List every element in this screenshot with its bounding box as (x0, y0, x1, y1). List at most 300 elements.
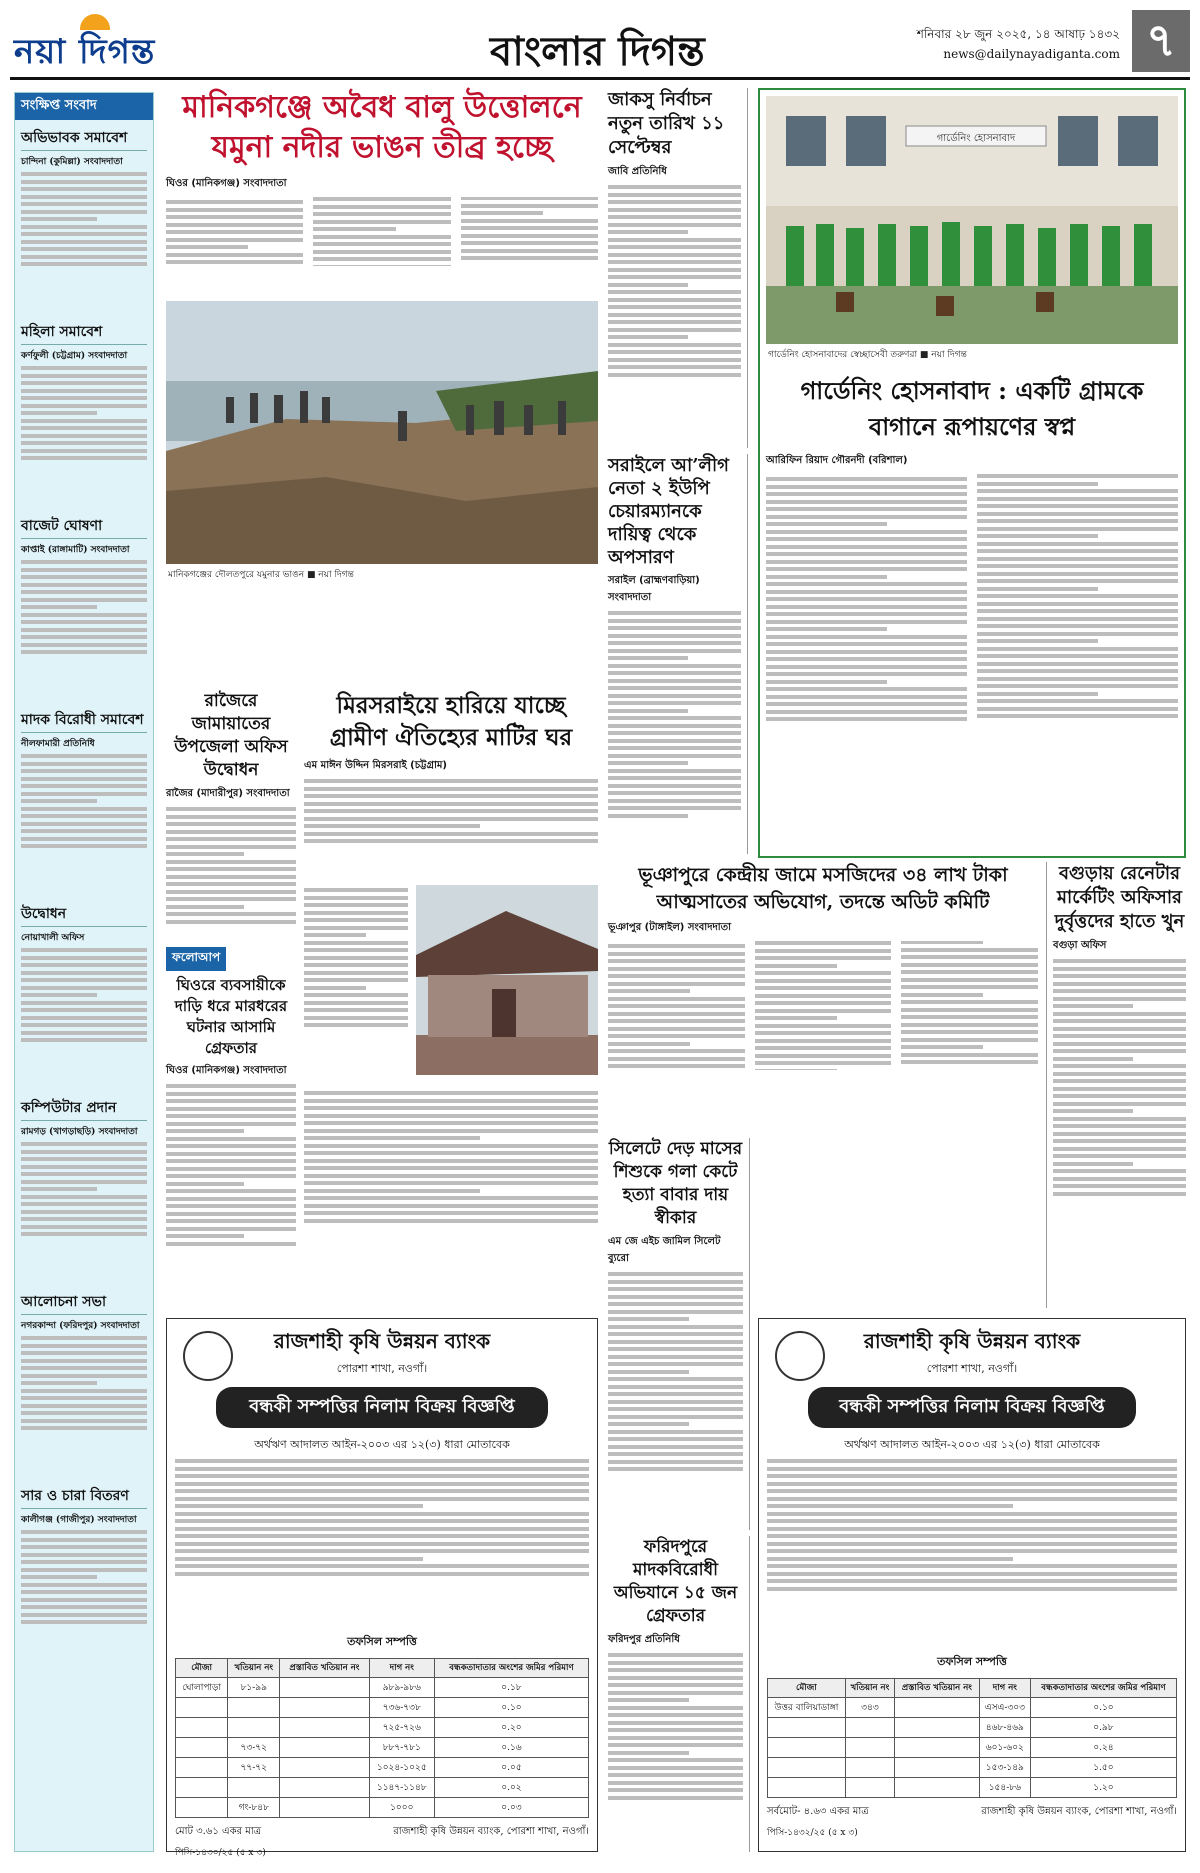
text-line (977, 684, 1178, 688)
text-line (21, 822, 147, 826)
text-line (166, 1144, 296, 1148)
notice-code: পিসি-১৪৩২/২৫ (৫ x ৩) (767, 1828, 858, 1838)
text-line (21, 1396, 147, 1400)
brief-news-title: মাদক বিরোধী সমাবেশ (21, 708, 147, 733)
section-title: বাংলার দিগন্ত (490, 28, 705, 75)
text-line (608, 1422, 689, 1426)
text-line (766, 560, 967, 564)
text-line (766, 522, 887, 526)
text-line (313, 235, 450, 239)
brief-news-item[interactable] (21, 1484, 147, 1670)
text-line (21, 232, 147, 236)
contact-email[interactable]: news@dailynayadiganta.com (943, 47, 1120, 61)
text-line (608, 343, 741, 347)
text-line (755, 964, 837, 968)
text-line (608, 238, 741, 242)
table-header-cell: দাগ নং (979, 1679, 1030, 1698)
text-line (304, 1121, 598, 1125)
text-line (304, 1144, 598, 1148)
text-line (21, 247, 147, 251)
text-line (766, 492, 967, 496)
text-line (21, 187, 147, 191)
table-cell (176, 1738, 228, 1758)
text-line (21, 1419, 147, 1423)
text-line (766, 605, 967, 609)
text-line (304, 1151, 598, 1155)
text-line (767, 1504, 1013, 1508)
text-line (766, 552, 967, 556)
text-line (304, 926, 408, 930)
text-line (608, 230, 688, 234)
text-line (977, 474, 1178, 478)
table-cell: ৩৪৩ (845, 1698, 894, 1718)
text-line (608, 245, 741, 249)
text-line (21, 1583, 147, 1587)
text-line (21, 1165, 147, 1169)
text-line (608, 1317, 689, 1321)
table-row (176, 1738, 589, 1758)
photo-caption: মানিকগঞ্জের দৌলতপুরে যমুনার ভাঙন ■ নয়া দিগন্ত (166, 564, 598, 585)
story-byline: বগুড়া অফিস (1053, 940, 1107, 951)
notice-total: সর্বমোট- ৪.৬৩ একর মাত্র (767, 1806, 869, 1817)
text-line (766, 582, 967, 586)
bank-name: রাজশাহী কৃষি উন্নয়ন ব্যাংক (863, 1329, 1081, 1353)
text-line (608, 989, 690, 993)
text-line (608, 1019, 745, 1023)
table-cell: ০.২০ (434, 1718, 588, 1738)
text-line (767, 1489, 1177, 1493)
table-cell (280, 1698, 369, 1718)
text-line (608, 814, 688, 818)
table-cell: ৯৮৯-৯৮৬ (369, 1678, 434, 1698)
mud-house-photo (416, 885, 598, 1075)
text-line (21, 762, 147, 766)
table-cell (228, 1718, 280, 1738)
brief-news-item[interactable] (21, 126, 147, 312)
story-body (608, 1653, 743, 1873)
story-body (166, 1084, 296, 1324)
text-line (767, 1497, 1177, 1501)
notice-act: অর্থঋণ আদালত আইন-২০০৩ এর ১২(৩) ধারা মোতাবেক (254, 1438, 510, 1451)
table-cell: ১০০০ (369, 1798, 434, 1818)
mud-house-image (416, 885, 598, 1075)
text-line (755, 971, 892, 975)
text-line (166, 1167, 296, 1171)
story-body (608, 185, 741, 465)
brief-news-item[interactable] (21, 902, 147, 1088)
text-line (901, 978, 1038, 982)
text-line (1053, 967, 1186, 971)
brief-news-title: বাজেট ঘোষণা (21, 514, 147, 539)
table-cell: ০.৯৮ (1030, 1718, 1176, 1738)
text-line (608, 298, 741, 302)
brief-news-item[interactable] (21, 1096, 147, 1282)
text-line (1053, 997, 1186, 1001)
text-line (166, 1189, 296, 1193)
story-headline[interactable]: গার্ডেনিং হোসনাবাদ : একটি গ্রামকে বাগানে রূপায়ণের স্বপ্ন (800, 376, 1144, 441)
text-line (166, 1092, 296, 1096)
text-line (1053, 1027, 1186, 1031)
story-headline[interactable]: মিরসরাইয়ে হারিয়ে যাচ্ছে গ্রামীণ ঐতিহ্যের মাটির ঘর (329, 692, 573, 751)
text-line (166, 1159, 296, 1163)
text-line (21, 1374, 147, 1378)
text-line (175, 1474, 589, 1478)
auction-notice-right (758, 1318, 1186, 1852)
text-line (21, 769, 147, 773)
table-cell (280, 1758, 369, 1778)
table-header-cell: বন্ধকতাদাতার অংশের জমির পরিমাণ (434, 1659, 588, 1678)
text-line (755, 956, 892, 960)
brief-news-byline: চান্দিনা (কুমিল্লা) সংবাদদাতা (21, 157, 123, 167)
brief-news-item[interactable] (21, 514, 147, 700)
text-line (304, 1023, 408, 1027)
text-line (977, 497, 1178, 501)
property-schedule-table (767, 1678, 1177, 1798)
text-line (304, 1099, 598, 1103)
table-header-cell: মৌজা (768, 1679, 846, 1698)
text-line (313, 250, 450, 254)
story-body (608, 1272, 743, 1562)
text-line (608, 776, 741, 780)
text-line (766, 695, 967, 699)
text-line (608, 701, 741, 705)
text-line (1053, 989, 1186, 993)
text-line (21, 441, 147, 445)
text-line (608, 1012, 745, 1016)
table-cell (176, 1758, 228, 1778)
text-line (766, 627, 887, 631)
text-line (21, 404, 147, 408)
story-gardening (758, 88, 1186, 858)
text-line (1053, 1079, 1186, 1083)
text-line (304, 1189, 480, 1193)
text-line (175, 1482, 589, 1486)
notice-total: মোট ৩.৬১ একর মাত্র (175, 1826, 262, 1837)
text-line (21, 1038, 147, 1042)
text-line (977, 632, 1178, 636)
text-line (21, 583, 147, 587)
text-line (977, 677, 1178, 681)
table-row (176, 1678, 589, 1698)
text-line (766, 687, 967, 691)
text-line (304, 1129, 598, 1133)
text-line (608, 223, 741, 227)
text-line (608, 1057, 745, 1061)
brief-news-body (21, 948, 147, 1088)
text-line (166, 230, 303, 234)
brief-news-sidebar (14, 92, 154, 1852)
text-line (461, 234, 598, 238)
text-line (21, 1157, 147, 1161)
text-line (608, 1325, 743, 1329)
text-line (304, 1181, 598, 1185)
text-line (21, 210, 147, 214)
text-line (304, 993, 408, 997)
text-line (166, 215, 303, 219)
text-line (21, 1560, 147, 1564)
river-erosion-photo (166, 301, 598, 585)
text-line (304, 1166, 598, 1170)
text-line (901, 1000, 1038, 1004)
text-line (901, 1038, 1038, 1042)
text-line (313, 220, 450, 224)
table-cell: গং-৮৪৮ (228, 1798, 280, 1818)
text-line (21, 225, 147, 229)
text-line (608, 350, 741, 354)
brief-news-item[interactable] (21, 1290, 147, 1476)
text-line (977, 512, 1178, 516)
story-byline: ফরিদপুর প্রতিনিধি (608, 1634, 680, 1645)
text-line (166, 1152, 296, 1156)
text-line (608, 1272, 743, 1276)
text-line (767, 1572, 1177, 1576)
story-headline[interactable]: সরাইলে আ’লীগ নেতা ২ ইউপি চেয়ারম্যানকে দায়িত্ব থেকে অপসারণ (608, 455, 729, 568)
text-line (21, 978, 147, 982)
text-line (608, 634, 741, 638)
text-line (21, 829, 147, 833)
table-cell (768, 1718, 846, 1738)
text-line (608, 739, 741, 743)
table-cell: এসএ-৩০৩ (979, 1698, 1030, 1718)
text-line (166, 890, 296, 894)
table-row (768, 1778, 1177, 1798)
text-line (608, 1049, 745, 1053)
text-line (608, 1042, 690, 1046)
text-line (608, 959, 745, 963)
text-line (304, 779, 598, 783)
text-line (21, 1426, 147, 1430)
text-line (901, 993, 983, 997)
text-line (21, 956, 147, 960)
text-line (766, 485, 967, 489)
text-line (313, 205, 450, 209)
text-line (1053, 1139, 1186, 1143)
text-line (175, 1467, 589, 1471)
text-line (608, 328, 741, 332)
table-cell (228, 1698, 280, 1718)
text-line (608, 1407, 743, 1411)
text-line (766, 590, 967, 594)
notice-body (767, 1459, 1177, 1649)
text-line (304, 1174, 598, 1178)
text-line (304, 809, 598, 813)
text-line (304, 978, 408, 982)
text-line (608, 305, 741, 309)
table-header-cell: খতিয়ান নং (845, 1679, 894, 1698)
brief-news-item[interactable] (21, 708, 147, 894)
text-line (1053, 1072, 1186, 1076)
story-byline: সরাইল (ব্রাহ্মণবাড়িয়া) সংবাদদাতা (608, 575, 700, 603)
text-line (901, 1030, 1038, 1034)
text-line (175, 1489, 589, 1493)
table-cell: ০.১৮ (434, 1678, 588, 1698)
text-line (1053, 1034, 1186, 1038)
text-line (767, 1474, 1177, 1478)
text-line (755, 1039, 892, 1043)
text-line (608, 365, 741, 369)
text-line (608, 944, 745, 948)
brief-news-title: অভিভাবক সমাবেশ (21, 126, 147, 151)
text-line (608, 1437, 743, 1441)
table-header-cell: বন্ধকতাদাতার অংশের জমির পরিমাণ (1030, 1679, 1176, 1698)
table-cell (176, 1698, 228, 1718)
text-line (755, 941, 892, 945)
text-line (21, 202, 147, 206)
text-line (21, 963, 147, 967)
text-line (304, 903, 408, 907)
text-line (1053, 1057, 1133, 1061)
text-line (977, 647, 1178, 651)
text-line (21, 948, 147, 952)
text-line (977, 489, 1178, 493)
text-line (461, 226, 598, 230)
text-line (608, 1713, 743, 1717)
text-line (608, 1788, 743, 1792)
text-line (166, 882, 296, 886)
table-cell (280, 1798, 369, 1818)
text-line (608, 283, 688, 287)
text-line (304, 1159, 598, 1163)
text-line (1053, 1004, 1133, 1008)
text-line (21, 1016, 147, 1020)
text-line (608, 626, 741, 630)
text-line (1053, 1162, 1133, 1166)
text-line (21, 605, 97, 609)
story-body (608, 941, 1038, 1121)
text-line (767, 1549, 1177, 1553)
brief-news-byline: রামগড় (খাগড়াছড়ি) সংবাদদাতা (21, 1127, 138, 1137)
text-line (21, 396, 147, 400)
text-line (977, 662, 1178, 666)
text-line (608, 671, 741, 675)
table-cell: ১.৫০ (1030, 1758, 1176, 1778)
brief-news-item[interactable] (21, 320, 147, 506)
text-line (608, 664, 741, 668)
text-line (304, 896, 408, 900)
story-headline[interactable]: রাজৈরে জামায়াতের উপজেলা অফিস উদ্বোধন (174, 691, 288, 780)
text-line (304, 971, 408, 975)
text-line (977, 564, 1178, 568)
story-body (304, 779, 598, 879)
text-line (1053, 1184, 1186, 1188)
notice-code: পিসি-১৪৩০/২৫ (৫ x ৩) (175, 1848, 266, 1858)
table-title: তফসিল সম্পত্তি (937, 1655, 1007, 1668)
text-line (901, 963, 1038, 967)
text-line (1053, 1117, 1186, 1121)
text-line (21, 1598, 147, 1602)
text-line (901, 1015, 1038, 1019)
text-line (304, 963, 408, 967)
text-line (608, 679, 741, 683)
text-line (608, 1796, 743, 1800)
text-line (1053, 974, 1186, 978)
text-line (304, 948, 408, 952)
text-line (21, 1150, 147, 1154)
table-cell (280, 1718, 369, 1738)
story-headline[interactable]: ভূঞাপুরে কেন্দ্রীয় জামে মসজিদের ৩৪ লাখ টাকা আত্মসাতের অভিযোগ, তদন্তে অডিট কমিটি (638, 864, 1008, 913)
text-line (21, 635, 147, 639)
text-line (767, 1512, 1177, 1516)
story-headline[interactable]: ঘিওরে ব্যবসায়ীকে দাড়ি ধরে মারধরের ঘটনার আসামি গ্রেফতার (174, 976, 288, 1057)
text-line (166, 822, 296, 826)
table-cell: ১.২০ (1030, 1778, 1176, 1798)
text-line (1053, 1124, 1186, 1128)
text-line (21, 1366, 147, 1370)
text-line (166, 1219, 296, 1223)
text-line (1053, 1064, 1186, 1068)
table-cell (845, 1778, 894, 1798)
text-line (608, 320, 741, 324)
text-line (766, 515, 967, 519)
text-line (608, 1400, 743, 1404)
text-line (608, 1280, 743, 1284)
text-line (608, 649, 741, 653)
text-line (304, 1091, 598, 1095)
brief-news-byline: কালীগঞ্জ (গাজীপুর) সংবাদদাতা (21, 1515, 137, 1525)
text-line (608, 1340, 743, 1344)
text-line (1053, 1169, 1186, 1173)
text-line (166, 875, 296, 879)
masthead (10, 8, 1190, 80)
text-line (608, 1773, 743, 1777)
text-line (21, 419, 147, 423)
brief-news-body (21, 754, 147, 894)
bank-branch: পোরশা শাখা, নওগাঁ। (336, 1362, 428, 1375)
story-byline: রাজৈর (মাদারীপুর) সংবাদদাতা (166, 788, 290, 799)
text-line (304, 794, 598, 798)
text-line (166, 1204, 296, 1208)
table-cell (176, 1718, 228, 1738)
table-row (176, 1718, 589, 1738)
text-line (767, 1579, 1177, 1583)
text-line (175, 1512, 589, 1516)
story-headline[interactable]: ফরিদপুরে মাদকবিরোধী অভিযানে ১৫ জন গ্রেফতার (613, 1537, 738, 1626)
text-line (608, 185, 741, 189)
text-line (21, 598, 147, 602)
text-line (608, 335, 688, 339)
story-headline[interactable]: জাকসু নির্বাচন নতুন তারিখ ১১ সেপ্টেম্বর (608, 89, 725, 158)
table-cell: ০.১০ (1030, 1698, 1176, 1718)
story-headline[interactable]: মানিকগঞ্জে অবৈধ বালু উত্তোলনে যমুনা নদীর ভাঙন তীব্র হচ্ছে (182, 90, 582, 165)
table-cell (895, 1738, 980, 1758)
text-line (21, 1225, 147, 1229)
text-line (21, 262, 147, 266)
text-line (166, 1227, 296, 1231)
text-line (608, 694, 741, 698)
text-line (901, 1008, 1038, 1012)
text-line (304, 787, 598, 791)
river-erosion-image (166, 301, 598, 585)
text-line (175, 1542, 589, 1546)
story-byline: ঘিওর (মানিকগঞ্জ) সংবাদদাতা (166, 178, 287, 189)
newspaper-logo[interactable]: নয়া দিগন্ত (14, 32, 156, 72)
text-line (21, 389, 147, 393)
story-headline[interactable]: সিলেটে দেড় মাসের শিশুকে গলা কেটে হত্যা বাবার দায় স্বীকার (608, 1139, 743, 1228)
table-header-cell: মৌজা (176, 1659, 228, 1678)
text-line (21, 172, 147, 176)
table-cell (176, 1778, 228, 1798)
text-line (901, 1060, 1038, 1064)
text-line (166, 815, 296, 819)
table-cell: ১১৪৭-১১৪৮ (369, 1778, 434, 1798)
story-headline[interactable]: বগুড়ায় রেনেটার মার্কেটিং অফিসার দুর্বৃত্তদের হাতে খুন (1054, 863, 1185, 932)
text-line (608, 1736, 743, 1740)
text-line (608, 373, 741, 377)
text-line (767, 1519, 1177, 1523)
text-line (21, 255, 147, 259)
text-line (608, 260, 741, 264)
text-line (608, 1445, 743, 1449)
